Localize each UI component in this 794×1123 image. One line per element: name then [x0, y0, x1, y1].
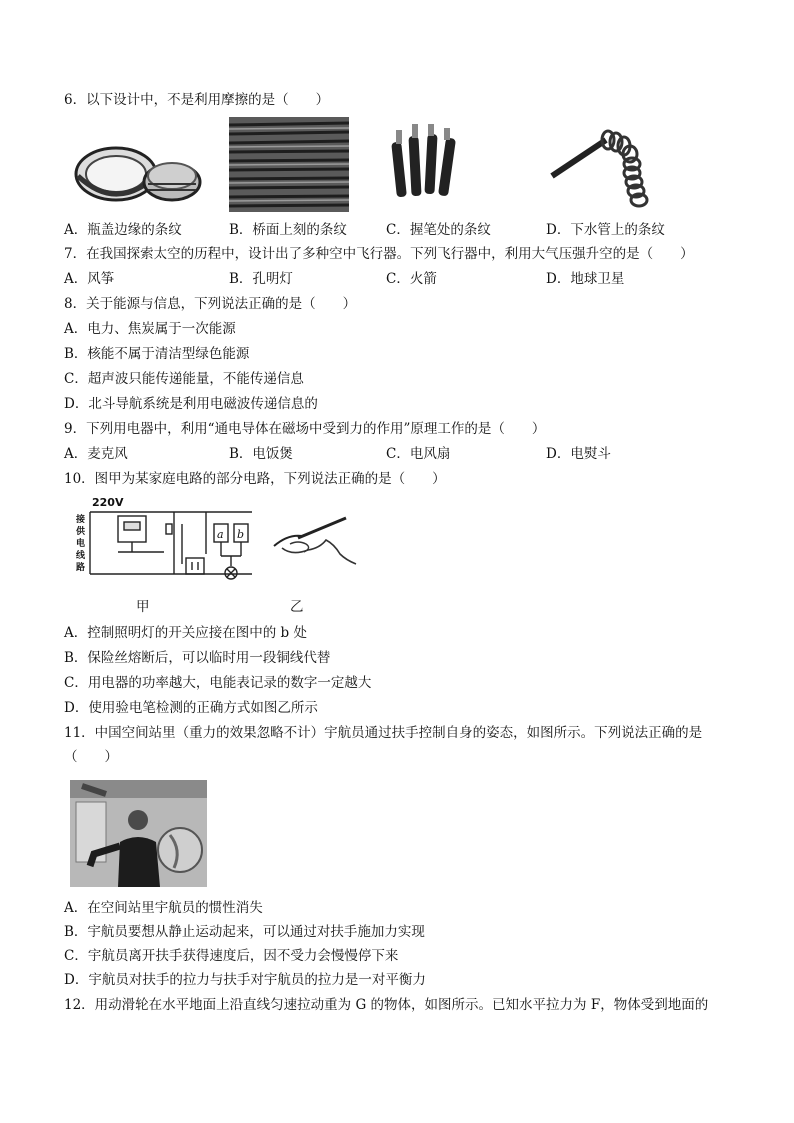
- bridge-texture-icon: [229, 117, 349, 212]
- q8-option-d: D．北斗导航系统是利用电磁波传递信息的: [64, 396, 318, 412]
- q10-stem: 10．图甲为某家庭电路的部分电路，下列说法正确的是（ ）: [64, 471, 446, 487]
- figure-caption-right: 乙: [290, 599, 304, 615]
- q6-option-d: D．下水管上的条纹: [546, 222, 665, 238]
- q8-stem: 8．关于能源与信息，下列说法正确的是（ ）: [64, 296, 357, 312]
- q6-stem: 6．以下设计中，不是利用摩擦的是（ ）: [64, 92, 330, 108]
- drain-pipe-icon: [546, 120, 658, 210]
- q9-option-c: C．电风扇: [386, 446, 451, 462]
- supply-label-char-2: 供: [76, 527, 86, 537]
- q6-option-c: C．握笔处的条纹: [386, 222, 491, 238]
- supply-label-char-3: 电: [76, 539, 86, 549]
- box-a-label: a: [217, 528, 224, 541]
- q11-option-b: B．宇航员要想从静止运动起来，可以通过对扶手施加力实现: [64, 924, 425, 940]
- q11-option-a: A．在空间站里宇航员的惯性消失: [64, 900, 263, 916]
- astronaut-photo-icon: [70, 780, 207, 887]
- q7-option-b: B．孔明灯: [229, 271, 293, 287]
- q9-stem: 9．下列用电器中，利用“通电导体在磁场中受到力的作用”原理工作的是（ ）: [64, 421, 546, 437]
- q11-stem: 11．中国空间站里（重力的效果忽略不计）宇航员通过扶手控制自身的姿态，如图所示。下列说法正确的是: [64, 725, 703, 741]
- q7-option-d: D．地球卫星: [546, 271, 625, 287]
- q10-option-d: D．使用验电笔检测的正确方式如图乙所示: [64, 700, 318, 716]
- q7-option-c: C．火箭: [386, 271, 437, 287]
- q11-stem-continued: （ ）: [64, 749, 118, 765]
- pens-icon: [386, 122, 462, 212]
- test-pen-icon: [268, 510, 360, 566]
- jar-lid-icon: [64, 132, 204, 212]
- box-b-label: b: [237, 528, 245, 541]
- q7-option-a: A．风筝: [64, 271, 115, 287]
- q10-option-b: B．保险丝熔断后，可以临时用一段铜线代替: [64, 650, 331, 666]
- q8-option-b: B．核能不属于清洁型绿色能源: [64, 346, 250, 362]
- q6-option-b: B．桥面上刻的条纹: [229, 222, 347, 238]
- figure-caption-left: 甲: [136, 599, 150, 615]
- q6-option-a: A．瓶盖边缘的条纹: [64, 222, 182, 238]
- q10-option-c: C．用电器的功率越大，电能表记录的数字一定越大: [64, 675, 372, 691]
- q8-option-c: C．超声波只能传递能量，不能传递信息: [64, 371, 304, 387]
- supply-label-char-5: 路: [76, 563, 86, 573]
- supply-label-char-4: 线: [76, 551, 86, 561]
- q9-option-a: A．麦克风: [64, 446, 128, 462]
- circuit-diagram-icon: [74, 494, 264, 590]
- q11-option-c: C．宇航员离开扶手获得速度后，因不受力会慢慢停下来: [64, 948, 399, 964]
- q9-option-d: D．电熨斗: [546, 446, 611, 462]
- q7-stem: 7．在我国探索太空的历程中，设计出了多种空中飞行器。下列飞行器中，利用大气压强升空的是（ ）: [64, 246, 694, 262]
- supply-label-char-1: 接: [76, 515, 86, 525]
- voltage-label: 220V: [92, 496, 124, 509]
- q10-option-a: A．控制照明灯的开关应接在图中的 b 处: [64, 625, 307, 641]
- q9-option-b: B．电饭煲: [229, 446, 293, 462]
- q11-option-d: D．宇航员对扶手的拉力与扶手对宇航员的拉力是一对平衡力: [64, 972, 426, 988]
- q8-option-a: A．电力、焦炭属于一次能源: [64, 321, 236, 337]
- q12-stem: 12．用动滑轮在水平地面上沿直线匀速拉动重为 G 的物体，如图所示。已知水平拉力为 F，物体受到地面的: [64, 997, 709, 1013]
